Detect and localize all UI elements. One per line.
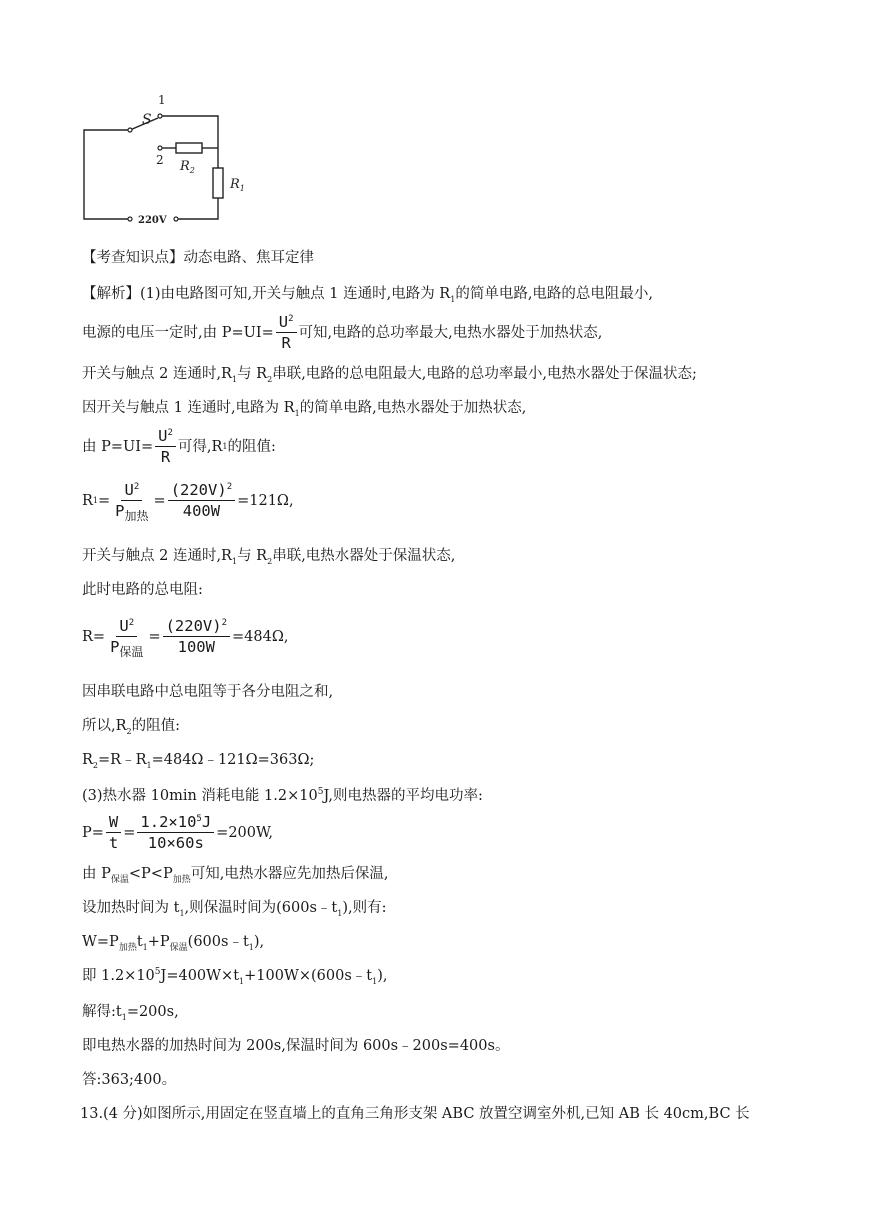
- analysis-line-10: 因串联电路中总电阻等于各分电阻之和,: [82, 684, 334, 700]
- text: +100W×(600s﹣t: [244, 968, 373, 984]
- text: 可得,R: [177, 438, 223, 455]
- subscript: 保温: [119, 645, 144, 660]
- subscript: 1: [372, 976, 378, 986]
- fraction-220v-over-400w: [168, 480, 235, 521]
- subscript: 2: [92, 760, 99, 770]
- switch-pivot: [128, 128, 132, 132]
- text: 开关与触点 2 连通时,R: [82, 366, 232, 382]
- source-terminal-right: [174, 217, 178, 221]
- contact-2-terminal: [158, 146, 162, 150]
- denominator: P: [115, 502, 125, 520]
- text: 的简单电路,电热水器处于加热状态,: [299, 400, 527, 416]
- subscript: 保温: [169, 942, 188, 953]
- denominator: P: [110, 638, 120, 656]
- text: 由 P=UI=: [82, 438, 154, 455]
- analysis-line-11: [82, 716, 180, 736]
- numerator: 1.2×10: [140, 813, 197, 831]
- denominator: t: [108, 834, 119, 852]
- text: 开关与触点 2 连通时,R: [82, 548, 232, 564]
- circuit-wire-left: [84, 130, 130, 219]
- resistor-r2: [176, 143, 202, 153]
- text: 所以,R: [82, 718, 127, 734]
- analysis-tag: 【解析】: [82, 286, 140, 302]
- answer-line: 答:363;400。: [82, 1072, 177, 1088]
- subscript: 2: [267, 374, 273, 384]
- text: 与 R: [237, 548, 268, 564]
- denominator: 10×60s: [147, 834, 204, 852]
- analysis-line-4: [82, 398, 526, 418]
- fraction-u2-over-r: [155, 426, 176, 467]
- analysis-line-14-p-equation: [82, 812, 273, 853]
- text: ),: [253, 934, 265, 950]
- denominator: R: [281, 334, 291, 352]
- analysis-line-5: 由 P=UI= $\frac{U^2}{R}$ 可得,R 1 的阻值:: [82, 427, 276, 466]
- subscript: 1: [248, 942, 254, 952]
- subscript: 1: [121, 1012, 127, 1022]
- analysis-line-9-r-equation: [82, 616, 289, 660]
- analysis-line-16: [82, 898, 387, 918]
- subscript: 2: [267, 556, 273, 566]
- analysis-line-18: [82, 966, 388, 986]
- text: 即 1.2×10: [82, 968, 155, 984]
- numerator: U: [278, 313, 289, 331]
- text: 解得:t: [82, 1004, 122, 1020]
- analysis-line-1: [82, 284, 653, 304]
- numerator: U: [124, 481, 134, 499]
- analysis-line-6-r1-equation: R 1 = $\frac{U^2}{P_{加热}}$ = $\frac{(220V)^2}{400W}$ =121Ω,: [82, 481, 294, 524]
- subscript: 2: [126, 726, 132, 736]
- text: R=: [82, 628, 106, 645]
- contact-2-label: 2: [156, 153, 164, 167]
- subscript: 1: [146, 760, 152, 770]
- text: P=: [82, 824, 104, 841]
- text: (3)热水器 10min 消耗电能 1.2×10: [82, 788, 318, 804]
- fraction-220v-over-100w: [163, 616, 230, 657]
- subscript: 加热: [118, 942, 137, 953]
- numerator: W: [106, 812, 121, 833]
- analysis-line-7: [82, 546, 455, 566]
- text: 因开关与触点 1 连通时,电路为 R: [82, 400, 295, 416]
- next-question: 13.(4 分)如图所示,用固定在竖直墙上的直角三角形支架 ABC 放置空调室外机,已知 AB 长 40cm,BC 长: [80, 1106, 750, 1122]
- exponent: 2: [133, 481, 140, 492]
- text: 的阻值:: [131, 718, 181, 734]
- fraction-w-over-t: [106, 812, 121, 853]
- text: =121Ω,: [237, 492, 294, 509]
- exponent: 5: [317, 787, 324, 798]
- text: 的阻值:: [227, 438, 276, 455]
- r2-label: $R_2$: [180, 159, 195, 175]
- text: =: [153, 492, 166, 509]
- circuit-wire-bottom-right: [178, 198, 218, 219]
- analysis-line-12: [82, 750, 314, 770]
- text: 可知,电热水器应先加热后保温,: [190, 866, 389, 882]
- exponent: 2: [221, 617, 228, 628]
- subscript: 1: [231, 556, 238, 566]
- subscript: 1: [239, 976, 245, 986]
- text: 的简单电路,电路的总电阻最小,: [455, 286, 654, 302]
- text: =484Ω﹣121Ω=363Ω;: [151, 752, 315, 768]
- subscript: 1: [450, 294, 456, 304]
- analysis-line-19: [82, 1002, 179, 1022]
- denominator: 400W: [182, 502, 221, 520]
- analysis-line-13: [82, 786, 483, 806]
- knowledge-text: 动态电路、焦耳定律: [183, 250, 314, 266]
- analysis-line-15: [82, 864, 388, 884]
- text: =: [148, 628, 161, 645]
- fraction-energy-over-time: [137, 812, 214, 853]
- fraction-u2-over-p-heat: [112, 480, 151, 524]
- source-terminal-left: [128, 217, 132, 221]
- resistor-r1: [213, 168, 223, 198]
- r1-label: $R_1$: [230, 177, 245, 193]
- circuit-wire-contact1: [162, 116, 218, 143]
- knowledge-point: [82, 248, 314, 268]
- denominator: 100W: [177, 638, 215, 656]
- text: 设加热时间为 t: [82, 900, 180, 916]
- text: =484Ω,: [232, 628, 289, 645]
- analysis-line-20: 即电热水器的加热时间为 200s,保温时间为 600s﹣200s=400s。: [82, 1038, 510, 1054]
- switch-label: S: [142, 112, 152, 128]
- text: W=P: [82, 934, 119, 950]
- subscript: 加热: [124, 509, 149, 524]
- exponent: 2: [167, 427, 173, 438]
- text: 串联,电热水器处于保温状态,: [272, 548, 456, 564]
- exponent: 5: [154, 967, 161, 978]
- text: (600s﹣t: [187, 934, 249, 950]
- subscript: 加热: [172, 874, 191, 885]
- denominator: R: [160, 448, 171, 466]
- text: ),: [377, 968, 388, 984]
- text: J,则电热器的平均电功率:: [323, 788, 483, 804]
- text: =: [98, 492, 111, 509]
- text: 由 P: [82, 866, 111, 882]
- knowledge-tag: 【考查知识点】: [82, 250, 184, 266]
- text: t: [136, 934, 143, 950]
- text: <P<P: [128, 866, 173, 882]
- subscript: 1: [231, 374, 238, 384]
- text: =R﹣R: [98, 752, 147, 768]
- circuit-diagram: [78, 88, 258, 228]
- numerator: (220V): [170, 481, 227, 499]
- analysis-line-17: [82, 932, 264, 952]
- text: =200W,: [216, 824, 273, 841]
- exponent: 2: [226, 481, 233, 492]
- source-voltage-label: 220V: [138, 215, 167, 226]
- numerator-unit: J: [201, 813, 212, 831]
- exponent: 5: [196, 813, 202, 824]
- numerator: U: [158, 427, 168, 445]
- contact-1-label: 1: [158, 93, 166, 107]
- subscript: 1: [142, 942, 148, 952]
- text: =200s,: [126, 1004, 179, 1020]
- text: =: [123, 824, 136, 841]
- exponent: 2: [128, 617, 135, 628]
- text: 串联,电路的总电阻最大,电路的总功率最小,电热水器处于保温状态;: [272, 366, 697, 382]
- text: 可知,电路的总功率最大,电热水器处于加热状态,: [298, 324, 603, 341]
- text: 与 R: [237, 366, 268, 382]
- text: J=400W×t: [160, 968, 240, 984]
- text: 电源的电压一定时,由 P=UI=: [82, 324, 274, 341]
- fraction-u2-over-r: [276, 312, 297, 353]
- fraction-u2-over-p-keep: [107, 616, 146, 660]
- analysis-line-8: 此时电路的总电阻:: [82, 582, 203, 598]
- analysis-line-3: [82, 364, 697, 384]
- subscript: 1: [294, 408, 300, 418]
- exponent: 2: [288, 313, 294, 324]
- text: (1)由电路图可知,开关与触点 1 连通时,电路为 R: [140, 286, 451, 302]
- contact-1-terminal: [158, 114, 162, 118]
- analysis-line-2: [82, 312, 602, 353]
- text: ,则保温时间为(600s﹣t: [184, 900, 338, 916]
- text: +P: [147, 934, 170, 950]
- text: ),则有:: [342, 900, 387, 916]
- numerator: (220V): [165, 617, 222, 635]
- numerator: U: [119, 617, 129, 635]
- subscript: 保温: [110, 874, 129, 885]
- text: R: [82, 492, 93, 509]
- subscript: 1: [179, 908, 185, 918]
- subscript: 1: [337, 908, 343, 918]
- text: R: [82, 752, 93, 768]
